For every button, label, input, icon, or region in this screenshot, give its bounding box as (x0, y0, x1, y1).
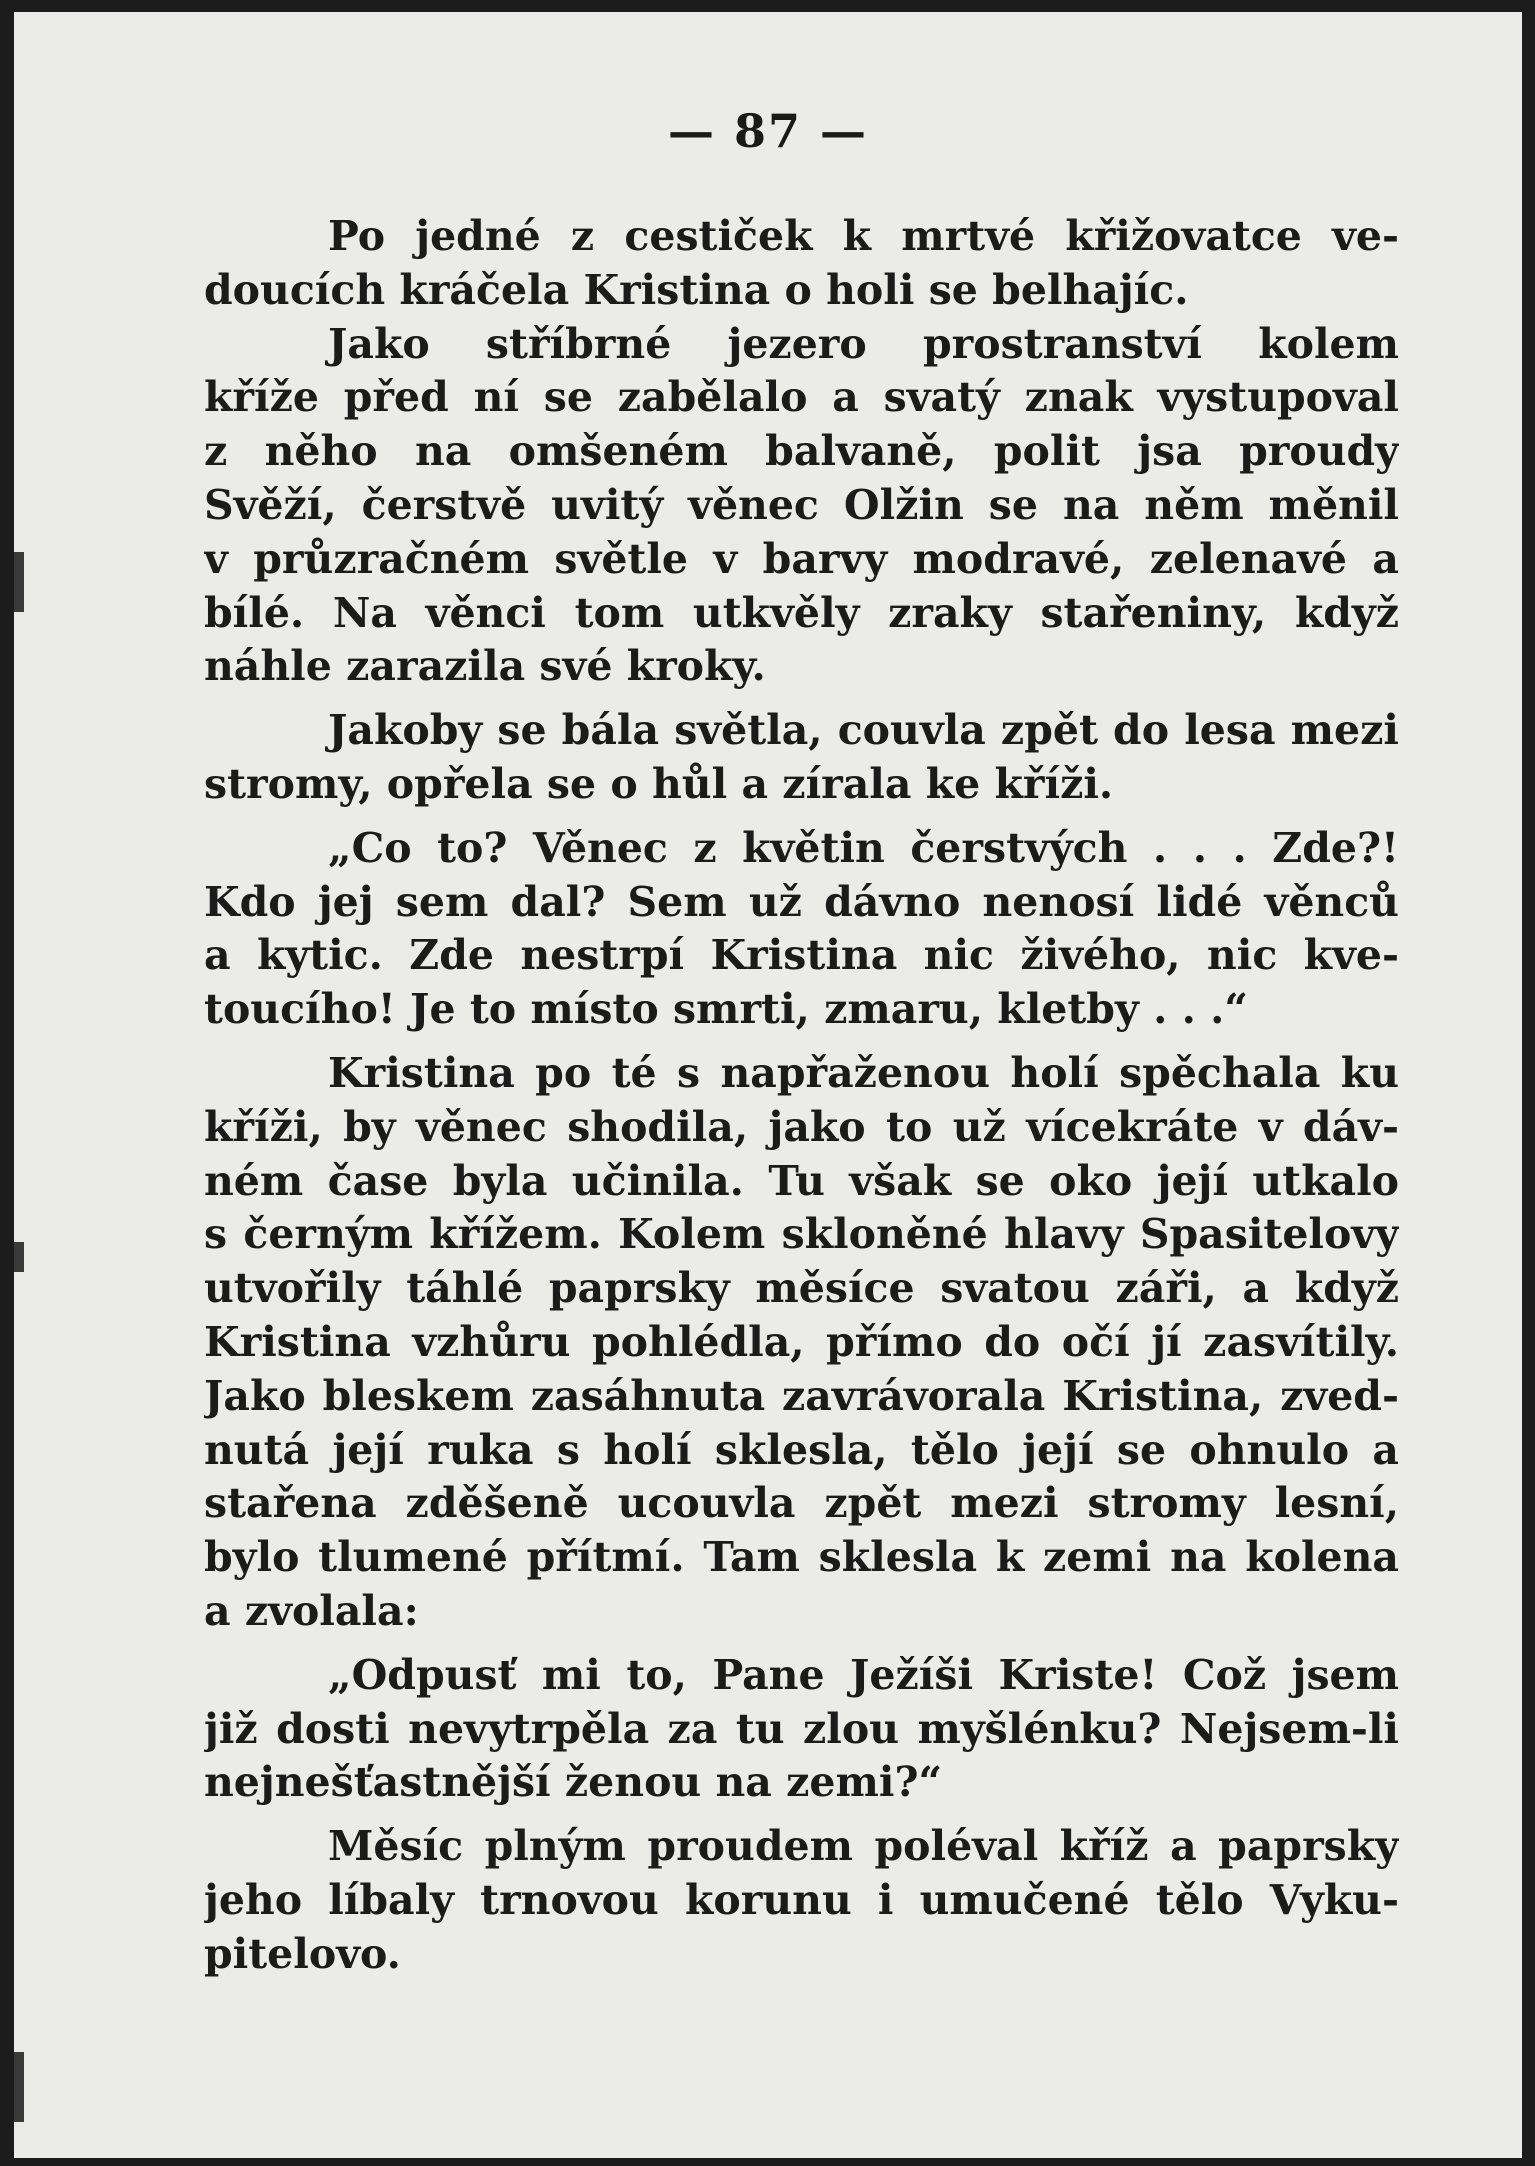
text-line: kříže před ní se zabělalo a svatý znak vystupoval (204, 373, 1399, 422)
text-line: Kristina po té s napřaženou holí spěchala ku (328, 1048, 1399, 1097)
text-line: toucího! Je to místo smrti, zmaru, kletby . . .“ (204, 985, 1249, 1034)
text-line: Jako stříbrné jezero prostranství kolem (328, 319, 1399, 368)
body-text (204, 210, 1399, 1982)
text-line: z něho na omšeném balvaně, polit jsa proudy (204, 427, 1399, 476)
text-line: „Co to? Věnec z květin čerstvých . . . Zde?! (328, 823, 1399, 872)
page-number: — 87 — (667, 104, 869, 158)
text-line: pitelovo. (204, 1929, 401, 1978)
text-line: stromy, opřela se o hůl a zírala ke kříži. (204, 759, 1114, 808)
text-line: doucích kráčela Kristina o holi se belhajíc. (204, 265, 1189, 314)
text-line: bylo tlumené přítmí. Tam sklesla k zemi na kolena (204, 1533, 1399, 1582)
page-edge-mark (14, 552, 24, 612)
text-line: Kristina vzhůru pohlédla, přímo do očí jí zasvítily. (204, 1317, 1399, 1366)
text-line: kříži, by věnec shodila, jako to už vícekráte v dáv- (204, 1102, 1399, 1151)
text-line: Po jedné z cestiček k mrtvé křižovatce ve- (328, 212, 1399, 260)
page-edge-mark (14, 1242, 24, 1272)
text-line: náhle zarazila své kroky. (204, 642, 766, 691)
text-line: jeho líbaly trnovou korunu i umučené tělo Vyku- (204, 1875, 1399, 1924)
text-line: s černým křížem. Kolem skloněné hlavy Spasitelovy (204, 1210, 1399, 1259)
text-line: stařena zděšeně ucouvla zpět mezi stromy lesní, (204, 1479, 1399, 1528)
text-line: bílé. Na věnci tom utkvěly zraky stařeniny, když (204, 588, 1399, 637)
text-line: Jako bleskem zasáhnuta zavrávorala Kristina, zved- (204, 1371, 1399, 1420)
text-line: Kdo jej sem dal? Sem už dávno nenosí lidé věnců (204, 877, 1399, 926)
page-edge-mark (14, 2052, 24, 2122)
text-line: ném čase byla učinila. Tu však se oko její utkalo (204, 1156, 1399, 1205)
text-line: „Odpusť mi to, Pane Ježíši Kriste! Což jsem (328, 1650, 1399, 1699)
text-line: Měsíc plným proudem poléval kříž a paprsky (328, 1822, 1399, 1871)
text-line: a kytic. Zde nestrpí Kristina nic živého, nic kve- (204, 931, 1399, 980)
text-line: nutá její ruka s holí sklesla, tělo její se ohnulo a (204, 1425, 1399, 1474)
text-line: Jakoby se bála světla, couvla zpět do lesa mezi (328, 706, 1399, 755)
text-line: Svěží, čerstvě uvitý věnec Olžin se na něm měnil (204, 480, 1399, 529)
text-line: v průzračném světle v barvy modravé, zelenavé a (204, 534, 1399, 583)
book-page (14, 12, 1522, 2158)
text-line: nejnešťastnější ženou na zemi?“ (204, 1758, 943, 1807)
text-line: a zvolala: (204, 1586, 419, 1635)
text-line: utvořily táhlé paprsky měsíce svatou záři, a když (204, 1264, 1399, 1313)
text-line: již dosti nevytrpěla za tu zlou myšlénku? Nejsem-li (204, 1704, 1399, 1753)
